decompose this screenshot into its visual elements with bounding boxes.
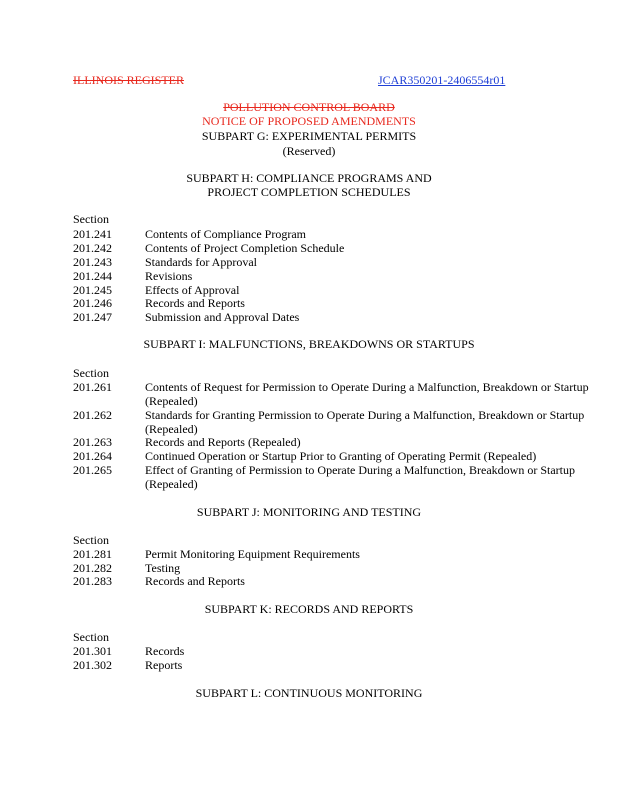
section-title: Revisions xyxy=(145,269,193,283)
section-title: Continued Operation or Startup Prior to Granting of Operating Permit (Repealed) xyxy=(145,449,537,463)
subpart-k-title: SUBPART K: RECORDS AND REPORTS xyxy=(204,602,414,616)
section-title: Testing xyxy=(145,561,181,575)
section-title: Records xyxy=(145,644,185,658)
section-title: Permit Monitoring Equipment Requirements xyxy=(145,547,360,561)
section-title: Contents of Request for Permission to Operate During a Malfunction, Breakdown or Startup (Repealed) xyxy=(145,380,589,408)
section-title: Standards for Granting Permission to Operate During a Malfunction, Breakdown or Startup (Repealed) xyxy=(145,408,585,436)
subpart-h-section-label: Section xyxy=(73,212,109,226)
subpart-h-title-line2: PROJECT COMPLETION SCHEDULES xyxy=(207,185,411,199)
section-number: 201.281 xyxy=(73,547,112,561)
jcar-code-suffix: r01 xyxy=(489,73,506,87)
section-number: 201.247 xyxy=(73,310,112,324)
subpart-k-section-label: Section xyxy=(73,630,109,644)
section-number: 201.265 xyxy=(73,463,112,477)
notice-title: NOTICE OF PROPOSED AMENDMENTS xyxy=(202,114,416,128)
section-number: 201.242 xyxy=(73,241,112,255)
subpart-h-title-line1: SUBPART H: COMPLIANCE PROGRAMS AND xyxy=(186,171,432,185)
section-title: Records and Reports (Repealed) xyxy=(145,435,301,449)
jcar-code-prefix: JCAR350201-2406554 xyxy=(378,73,490,87)
agency-name: POLLUTION CONTROL BOARD xyxy=(223,100,395,114)
section-title: Submission and Approval Dates xyxy=(145,310,300,324)
section-number: 201.263 xyxy=(73,435,112,449)
section-title: Effects of Approval xyxy=(145,283,240,297)
section-number: 201.261 xyxy=(73,380,112,394)
subpart-g-note: (Reserved) xyxy=(282,144,336,158)
subpart-i-section-label: Section xyxy=(73,366,109,380)
register-name: ILLINOIS REGISTER xyxy=(73,73,184,87)
section-number: 201.301 xyxy=(73,644,112,658)
section-number: 201.245 xyxy=(73,283,112,297)
section-title: Standards for Approval xyxy=(145,255,257,269)
section-title: Records and Reports xyxy=(145,574,245,588)
section-number: 201.264 xyxy=(73,449,112,463)
section-number: 201.243 xyxy=(73,255,112,269)
section-number: 201.283 xyxy=(73,574,112,588)
section-title: Effect of Granting of Permission to Operate During a Malfunction, Breakdown or Startup (Repealed) xyxy=(145,463,576,491)
section-number: 201.241 xyxy=(73,227,112,241)
section-title: Records and Reports xyxy=(145,296,245,310)
subpart-j-title: SUBPART J: MONITORING AND TESTING xyxy=(196,505,422,519)
section-title: Contents of Project Completion Schedule xyxy=(145,241,345,255)
section-title: Contents of Compliance Program xyxy=(145,227,306,241)
subpart-j-section-label: Section xyxy=(73,533,109,547)
section-number: 201.262 xyxy=(73,408,112,422)
section-number: 201.244 xyxy=(73,269,112,283)
jcar-code-link[interactable] xyxy=(378,73,505,87)
section-number: 201.246 xyxy=(73,296,112,310)
section-title: Reports xyxy=(145,658,183,672)
section-number: 201.302 xyxy=(73,658,112,672)
subpart-l-title: SUBPART L: CONTINUOUS MONITORING xyxy=(195,686,423,700)
subpart-g-title: SUBPART G: EXPERIMENTAL PERMITS xyxy=(201,129,417,143)
section-number: 201.282 xyxy=(73,561,112,575)
subpart-i-title: SUBPART I: MALFUNCTIONS, BREAKDOWNS OR STARTUPS xyxy=(143,337,475,351)
